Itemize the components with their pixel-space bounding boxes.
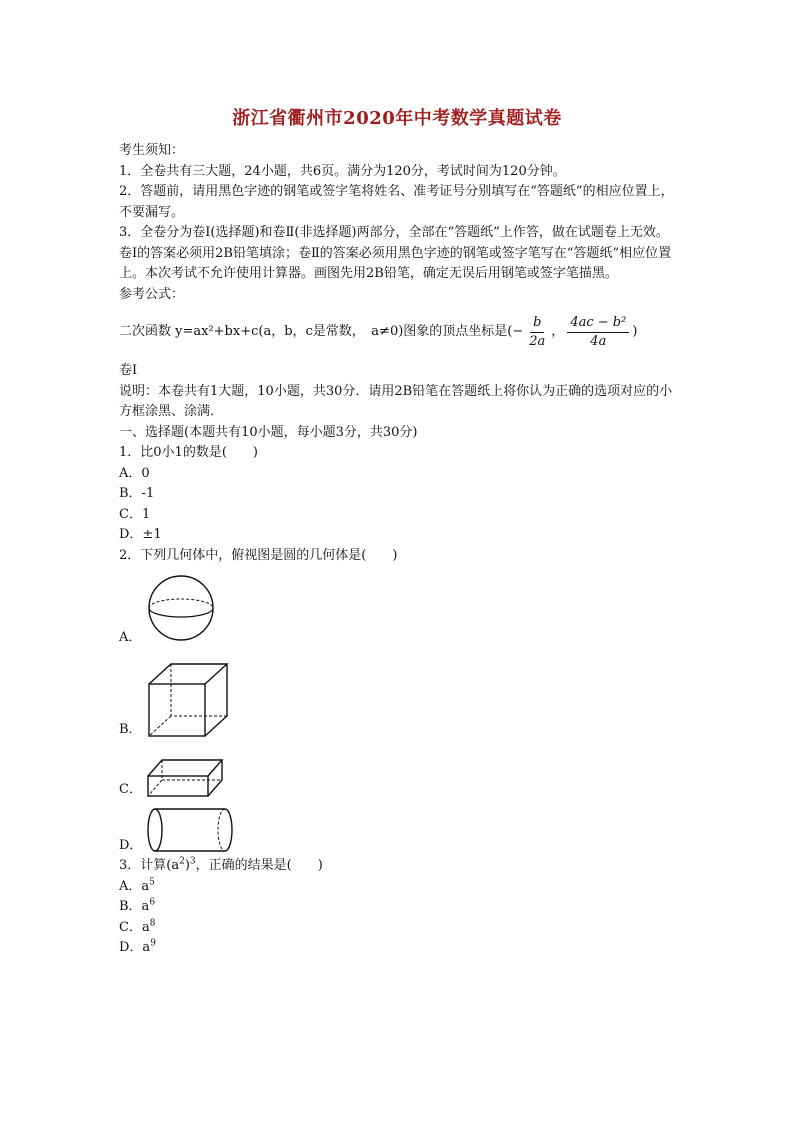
notice-item: 2．答题前，请用黑色字迹的钢笔或签字笔将姓名、准考证号分别填写在“答题纸”的相应位置上，不要漏写。 [119,184,674,220]
notice-heading: 考生须知： [119,143,185,158]
exam-body [119,141,675,959]
option-a: A．0 [119,465,150,481]
option-d-figure-row [119,806,675,856]
option-d-label: D． [119,837,143,853]
fraction-numerator: b [530,314,544,333]
formula-prefix: 二次函数 y=ax²+bx+c(a，b，c是常数， a≠0)图象的顶点坐标是(− [119,323,524,339]
section-label: 卷Ⅰ [119,363,138,378]
option-a [119,877,675,898]
option-exponent: 8 [149,918,156,929]
question-1-stem: 1．比0小1的数是( ) [119,445,258,460]
fraction-b-over-2a [526,314,548,351]
fraction-denominator: 2a [529,333,546,349]
option-label: A．a [119,878,150,894]
option-d [119,938,675,959]
option-label: D．a [119,940,151,955]
vertex-formula [119,313,675,351]
formula-heading: 参考公式： [119,286,185,302]
option-label: C．a [119,919,150,935]
notice-item: 3．全卷分为卷Ⅰ(选择题)和卷Ⅱ(非选择题)两部分，全部在“答题纸”上作答，做在试题卷上无效。卷Ⅰ的答案必须用2B铅笔填涂；卷Ⅱ的答案必须用黑色字迹的钢笔或签字笔写在“答题纸”相应位置上。本次考试不允许使用计算器。画图先用2B铅笔，确定无误后用钢笔或签字笔描黑。 [119,225,672,281]
option-c-label: C． [119,781,142,797]
part-heading: 一、选择题(本题共有10小题，每小题3分，共30分) [119,424,418,440]
fraction-4ac-b2-over-4a [567,314,629,351]
q3-stem-mid: ) [184,858,190,873]
q3-exponent-inner: 2 [179,856,185,867]
rectangular-prism-figure [145,756,225,800]
option-b [119,897,675,918]
option-b-label: B． [119,721,142,737]
option-d: D．±1 [119,527,162,542]
q3-exponent-outer: 3 [189,856,196,867]
cylinder-figure [145,806,237,856]
question-3-stem [119,856,675,877]
fraction-denominator: 4a [590,333,607,349]
option-c [119,918,675,939]
notice-item: 1．全卷共有三大题，24小题，共6页。满分为120分，考试时间为120分钟。 [119,163,566,179]
option-exponent: 5 [149,877,155,888]
formula-suffix: ) [632,323,638,339]
question-2-stem: 2．下列几何体中，俯视图是圆的几何体是( ) [119,547,398,563]
option-a-label: A． [119,629,142,645]
cube-figure [145,660,235,740]
formula-comma: ， [551,323,565,339]
section-instructions: 说明：本卷共有1大题，10小题，共30分．请用2B铅笔在答题纸上将你认为正确的选项对应的小方框涂黑、涂满． [119,383,673,419]
option-label: B．a [119,899,150,914]
option-a-figure-row [119,572,675,648]
q3-stem-prefix: 3．计算(a [119,858,180,873]
option-exponent: 6 [149,897,156,908]
option-b: B．-1 [119,486,155,501]
option-b-figure-row [119,660,675,740]
option-c-figure-row [119,756,675,800]
fraction-numerator: 4ac − b² [567,314,629,333]
option-exponent: 9 [150,938,156,949]
option-c: C．1 [119,506,151,522]
sphere-figure [145,572,217,648]
page-title: 浙江省衢州市2020年中考数学真题试卷 [232,108,562,129]
q3-stem-suffix: ，正确的结果是( ) [195,858,323,873]
